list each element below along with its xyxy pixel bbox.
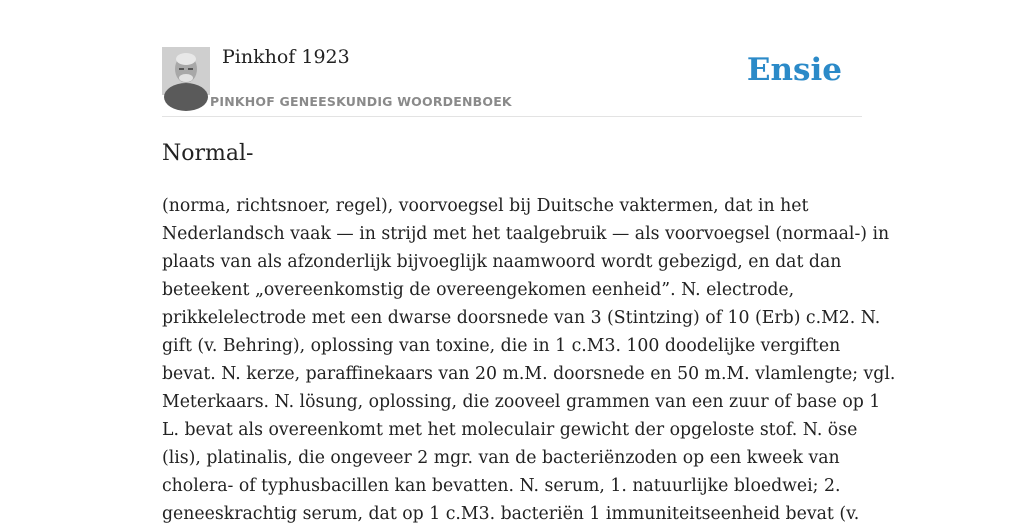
entry-line: geneeskrachtig serum, dat op 1 c.M3. bacteriën 1 immuniteitseenheid bevat (v. bbox=[162, 504, 860, 524]
source-title[interactable]: Pinkhof 1923 bbox=[222, 46, 350, 68]
entry-line: prikkelelectrode met een dwarse doorsnede van 3 (Stintzing) of 10 (Erb) c.M2. N. bbox=[162, 308, 881, 328]
entry-body bbox=[162, 192, 896, 528]
entry-line: Meterkaars. N. lösung, oplossing, die zooveel grammen van een zuur of base op 1 bbox=[162, 392, 881, 412]
ensie-logo[interactable]: Ensie bbox=[746, 52, 842, 88]
source-header bbox=[162, 46, 862, 117]
entry-line: gift (v. Behring), oplossing van toxine, die in 1 c.M3. 100 doodelijke vergiften bbox=[162, 336, 841, 356]
entry-line: plaats van als afzonderlijk bijvoeglijk naamwoord wordt gebezigd, en dat dan bbox=[162, 252, 842, 272]
entry-line: cholera- of typhusbacillen kan bevatten. N. serum, 1. natuurlijke bloedwei; 2. bbox=[162, 476, 841, 496]
entry-line: (lis), platinalis, die ongeveer 2 mgr. van de bacteriënzoden op een kweek van bbox=[162, 448, 840, 468]
portrait-avatar-icon-graphic bbox=[162, 47, 210, 95]
entry-line: Nederlandsch vaak — in strijd met het taalgebruik — als voorvoegsel (normaal-) in bbox=[162, 224, 890, 244]
portrait-avatar-icon[interactable] bbox=[162, 47, 210, 95]
source-subtitle[interactable]: PINKHOF GENEESKUNDIG WOORDENBOEK bbox=[210, 94, 512, 109]
entry-line: L. bevat als overeenkomt met het moleculair gewicht der opgeloste stof. N. öse bbox=[162, 420, 858, 440]
entry-line: (norma, richtsnoer, regel), voorvoegsel bij Duitsche vaktermen, dat in het bbox=[162, 196, 809, 216]
entry-title: Normal- bbox=[162, 141, 254, 166]
entry-line: bevat. N. kerze, paraffinekaars van 20 m.M. doorsnede en 50 m.M. vlamlengte; vgl. bbox=[162, 364, 896, 384]
entry-line: beteekent „overeenkomstig de overeengekomen eenheid”. N. electrode, bbox=[162, 280, 795, 300]
